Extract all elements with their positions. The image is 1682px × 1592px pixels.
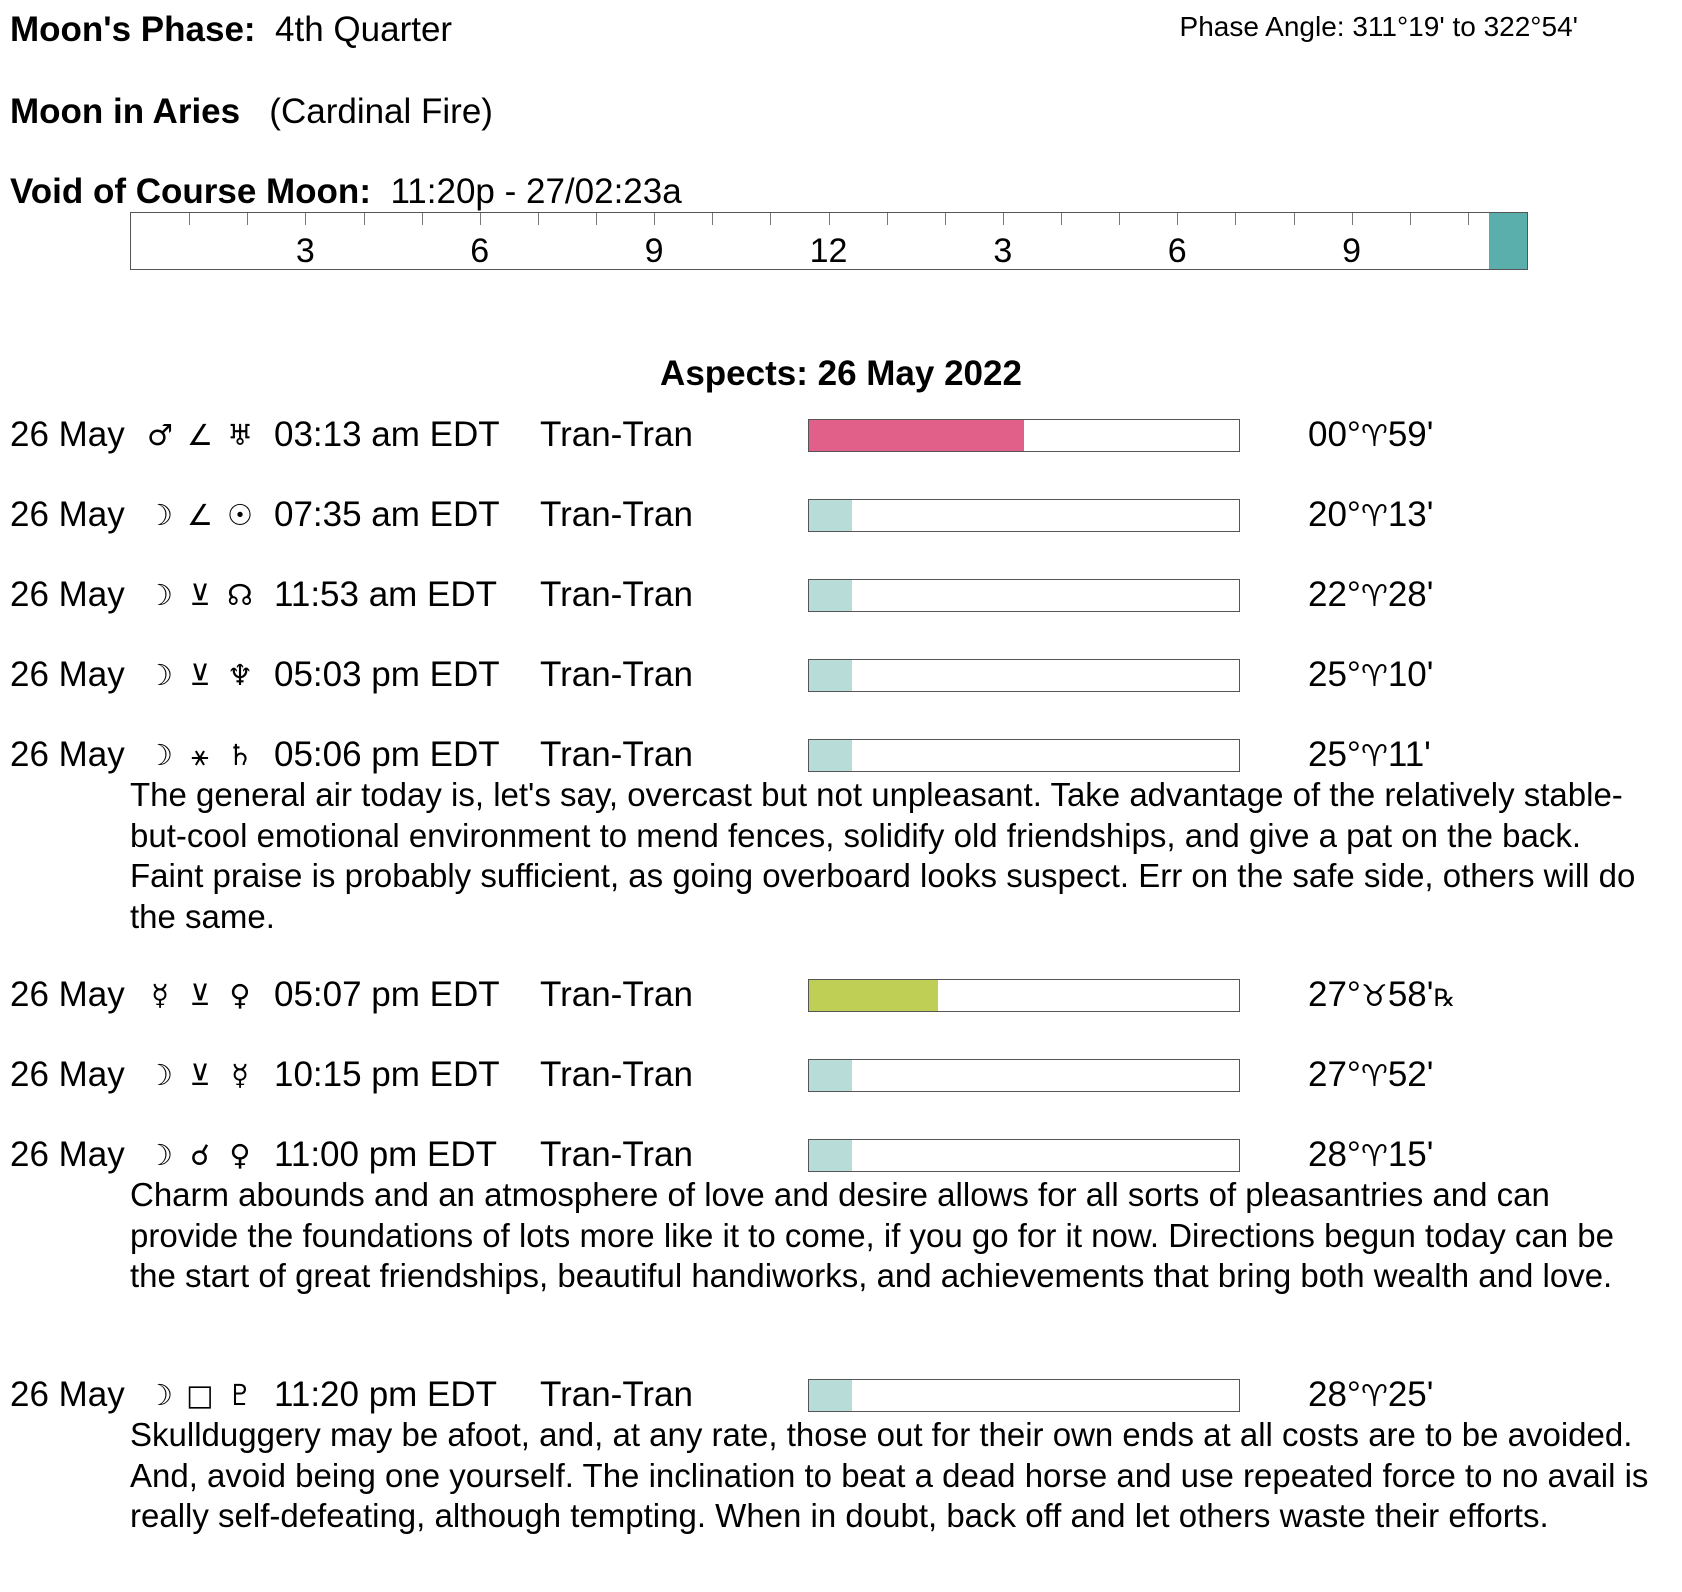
position-minutes: 25' (1387, 1375, 1434, 1414)
zodiac-sign-icon: ♈ (1360, 579, 1388, 614)
aspect-kind: Tran-Tran (540, 735, 693, 774)
transiting-planet-icon: ♂ (147, 418, 173, 452)
aspected-planet-icon: ☊ (227, 578, 253, 612)
aspect-strength-bar (808, 659, 1240, 692)
aspected-planet-icon: ♀ (229, 1138, 251, 1172)
aspect-position (1308, 735, 1431, 778)
moon-sign-element: (Cardinal Fire) (269, 92, 493, 131)
aspect-strength-bar (808, 419, 1240, 452)
timeline-tick (247, 213, 248, 225)
timeline-tick (189, 213, 190, 225)
timeline-tick (1468, 213, 1469, 225)
aspect-type-icon: ⚹ (191, 738, 209, 772)
moon-sign-line (10, 92, 493, 132)
aspects-title: Aspects: 26 May 2022 (660, 354, 1022, 393)
aspect-interpretation: Skullduggery may be afoot, and, at any rate, those out for their own ends at all costs are to be avoided. And, avoid being one yourself. The inclination to beat a dead horse and use repeated force to no avail is really self-defeating, although tempting. When in doubt, back off and let others waste their efforts. (130, 1416, 1649, 1534)
aspect-glyphs (140, 1135, 266, 1175)
transiting-planet-icon: ☽ (147, 738, 173, 772)
timeline-tick (538, 213, 539, 225)
timeline-tick (422, 213, 423, 225)
aspect-time: 05:07 pm EDT (274, 975, 500, 1014)
aspect-strength-fill (809, 660, 852, 691)
position-degree: 28° (1308, 1375, 1361, 1414)
aspect-strength-bar (808, 739, 1240, 772)
aspect-time: 03:13 am EDT (274, 415, 500, 454)
aspect-strength-bar (808, 579, 1240, 612)
aspect-date: 26 May (10, 1055, 125, 1094)
aspect-date: 26 May (10, 495, 125, 534)
timeline-tick (364, 213, 365, 225)
aspect-strength-fill (809, 500, 852, 531)
aspect-kind: Tran-Tran (540, 975, 693, 1014)
aspect-type-icon: ⊻ (189, 578, 211, 612)
aspect-date: 26 May (10, 735, 125, 774)
aspect-kind: Tran-Tran (540, 1375, 693, 1414)
transiting-planet-icon: ☽ (147, 1138, 173, 1172)
position-minutes: 58' (1387, 975, 1434, 1014)
position-degree: 28° (1308, 1135, 1361, 1174)
aspect-kind: Tran-Tran (540, 1055, 693, 1094)
aspect-strength-fill (809, 580, 852, 611)
aspect-date: 26 May (10, 975, 125, 1014)
void-of-course-value: 11:20p - 27/02:23a (390, 172, 682, 211)
timeline-tick (1119, 213, 1120, 225)
transiting-planet-icon: ☽ (147, 498, 173, 532)
timeline-tick (1177, 213, 1178, 225)
timeline-hour-label: 3 (993, 232, 1013, 270)
aspect-type-icon: ⊻ (189, 1058, 211, 1092)
aspected-planet-icon: ♆ (227, 658, 253, 692)
aspect-position (1308, 1055, 1433, 1098)
retrograde-icon: ℞ (1433, 984, 1455, 1012)
position-degree: 25° (1308, 735, 1361, 774)
position-minutes: 52' (1387, 1055, 1434, 1094)
zodiac-sign-icon: ♈ (1360, 1379, 1388, 1414)
aspect-type-icon: □ (186, 1378, 214, 1412)
zodiac-sign-icon: ♈ (1360, 739, 1388, 774)
aspect-glyphs (140, 1055, 266, 1095)
aspect-glyphs (140, 655, 266, 695)
void-of-course-timeline (130, 212, 1528, 270)
moon-sign-label: Moon in Aries (10, 92, 241, 131)
position-degree: 27° (1308, 1055, 1361, 1094)
timeline-hour-label: 6 (1167, 232, 1187, 270)
timeline-tick (1235, 213, 1236, 225)
moon-phase-line (10, 10, 452, 50)
aspected-planet-icon: ♄ (227, 738, 253, 772)
aspect-glyphs (140, 575, 266, 615)
aspect-kind: Tran-Tran (540, 495, 693, 534)
aspect-time: 07:35 am EDT (274, 495, 500, 534)
position-minutes: 59' (1387, 415, 1434, 454)
aspect-strength-fill (809, 1060, 852, 1091)
timeline-tick (480, 213, 481, 225)
aspect-glyphs (140, 975, 266, 1015)
aspect-interpretation: Charm abounds and an atmosphere of love and desire allows for all sorts of pleasantries and can provide the foundations of lots more like it to come, if you go for it now. Directions begun today can be the start of great friendships, beautiful handiworks, and achievements that bring both wealth and love. (130, 1176, 1615, 1294)
position-minutes: 10' (1387, 655, 1434, 694)
aspect-strength-fill (809, 420, 1024, 451)
aspect-strength-fill (809, 740, 852, 771)
void-of-course-line (10, 172, 682, 212)
aspect-type-icon: ⊻ (189, 658, 211, 692)
aspected-planet-icon: ☉ (227, 498, 253, 532)
position-minutes: 13' (1387, 495, 1434, 534)
aspect-date: 26 May (10, 655, 125, 694)
position-minutes: 28' (1387, 575, 1434, 614)
timeline-tick (829, 213, 830, 225)
aspect-kind: Tran-Tran (540, 1135, 693, 1174)
timeline-tick (654, 213, 655, 225)
aspect-date: 26 May (10, 1375, 125, 1414)
position-minutes: 15' (1387, 1135, 1434, 1174)
transiting-planet-icon: ☽ (147, 1378, 173, 1412)
phase-angle: Phase Angle: 311°19' to 322°54' (1179, 11, 1578, 42)
moon-phase-value: 4th Quarter (275, 10, 453, 49)
aspect-type-icon: ☌ (190, 1138, 210, 1172)
aspect-glyphs (140, 1375, 266, 1415)
timeline-hour-label: 12 (809, 232, 848, 270)
aspect-kind: Tran-Tran (540, 415, 693, 454)
transiting-planet-icon: ☽ (147, 1058, 173, 1092)
aspect-time: 11:20 pm EDT (274, 1375, 498, 1414)
aspect-strength-bar (808, 1379, 1240, 1412)
aspect-glyphs (140, 495, 266, 535)
aspect-type-icon: ∠ (187, 418, 213, 452)
transiting-planet-icon: ☽ (147, 578, 173, 612)
position-degree: 27° (1308, 975, 1361, 1014)
timeline-tick (305, 213, 306, 225)
aspect-position (1308, 495, 1433, 538)
void-of-course-label: Void of Course Moon: (10, 172, 371, 211)
timeline-tick (712, 213, 713, 225)
aspect-strength-fill (809, 1380, 852, 1411)
zodiac-sign-icon: ♈ (1360, 419, 1388, 454)
aspect-strength-bar (808, 979, 1240, 1012)
transiting-planet-icon: ☽ (147, 658, 173, 692)
aspect-time: 11:53 am EDT (274, 575, 498, 614)
zodiac-sign-icon: ♈ (1360, 1139, 1388, 1174)
aspect-kind: Tran-Tran (540, 575, 693, 614)
aspect-date: 26 May (10, 415, 125, 454)
timeline-hour-label: 6 (470, 232, 490, 270)
aspect-position (1308, 575, 1433, 618)
aspect-time: 05:03 pm EDT (274, 655, 500, 694)
position-degree: 25° (1308, 655, 1361, 694)
position-degree: 20° (1308, 495, 1361, 534)
timeline-tick (1294, 213, 1295, 225)
aspect-position (1308, 975, 1455, 1018)
aspect-type-icon: ⊻ (189, 978, 211, 1012)
aspect-strength-bar (808, 1059, 1240, 1092)
timeline-tick (1061, 213, 1062, 225)
zodiac-sign-icon: ♈ (1360, 659, 1388, 694)
aspect-interpretation: The general air today is, let's say, overcast but not unpleasant. Take advantage of the relatively stable-but-cool emotional environment to mend fences, solidify old friendships, and give a pat on the back. Faint praise is probably sufficient, as going overboard looks suspect. Err on the safe side, others will do the same. (130, 776, 1636, 935)
timeline-tick (1352, 213, 1353, 225)
aspect-time: 10:15 pm EDT (274, 1055, 500, 1094)
aspect-date: 26 May (10, 1135, 125, 1174)
timeline-hour-label: 9 (1342, 232, 1362, 270)
aspect-position (1308, 1135, 1433, 1178)
timeline-tick (1410, 213, 1411, 225)
aspect-strength-fill (809, 1140, 852, 1171)
aspect-strength-bar (808, 499, 1240, 532)
position-degree: 00° (1308, 415, 1361, 454)
aspect-position (1308, 1375, 1433, 1418)
aspect-time: 05:06 pm EDT (274, 735, 500, 774)
aspected-planet-icon: ♇ (227, 1378, 253, 1412)
transiting-planet-icon: ☿ (151, 978, 169, 1012)
position-minutes: 11' (1387, 735, 1431, 774)
position-degree: 22° (1308, 575, 1361, 614)
aspect-glyphs (140, 415, 266, 455)
void-of-course-segment (1489, 213, 1527, 269)
timeline-hour-label: 9 (644, 232, 664, 270)
aspect-kind: Tran-Tran (540, 655, 693, 694)
zodiac-sign-icon: ♈ (1360, 499, 1388, 534)
zodiac-sign-icon: ♈ (1360, 1059, 1388, 1094)
aspected-planet-icon: ☿ (231, 1058, 249, 1092)
timeline-tick (945, 213, 946, 225)
aspected-planet-icon: ♅ (227, 418, 253, 452)
zodiac-sign-icon: ♉ (1360, 979, 1388, 1014)
aspected-planet-icon: ♀ (229, 978, 251, 1012)
aspect-type-icon: ∠ (187, 498, 213, 532)
aspect-position (1308, 415, 1433, 458)
moon-phase-label: Moon's Phase: (10, 10, 256, 49)
aspect-strength-fill (809, 980, 938, 1011)
timeline-hour-label: 3 (295, 232, 315, 270)
timeline-tick (770, 213, 771, 225)
timeline-tick (887, 213, 888, 225)
aspect-time: 11:00 pm EDT (274, 1135, 498, 1174)
timeline-tick (596, 213, 597, 225)
aspect-strength-bar (808, 1139, 1240, 1172)
aspect-date: 26 May (10, 575, 125, 614)
aspect-position (1308, 655, 1433, 698)
timeline-tick (1003, 213, 1004, 225)
aspect-glyphs (140, 735, 266, 775)
